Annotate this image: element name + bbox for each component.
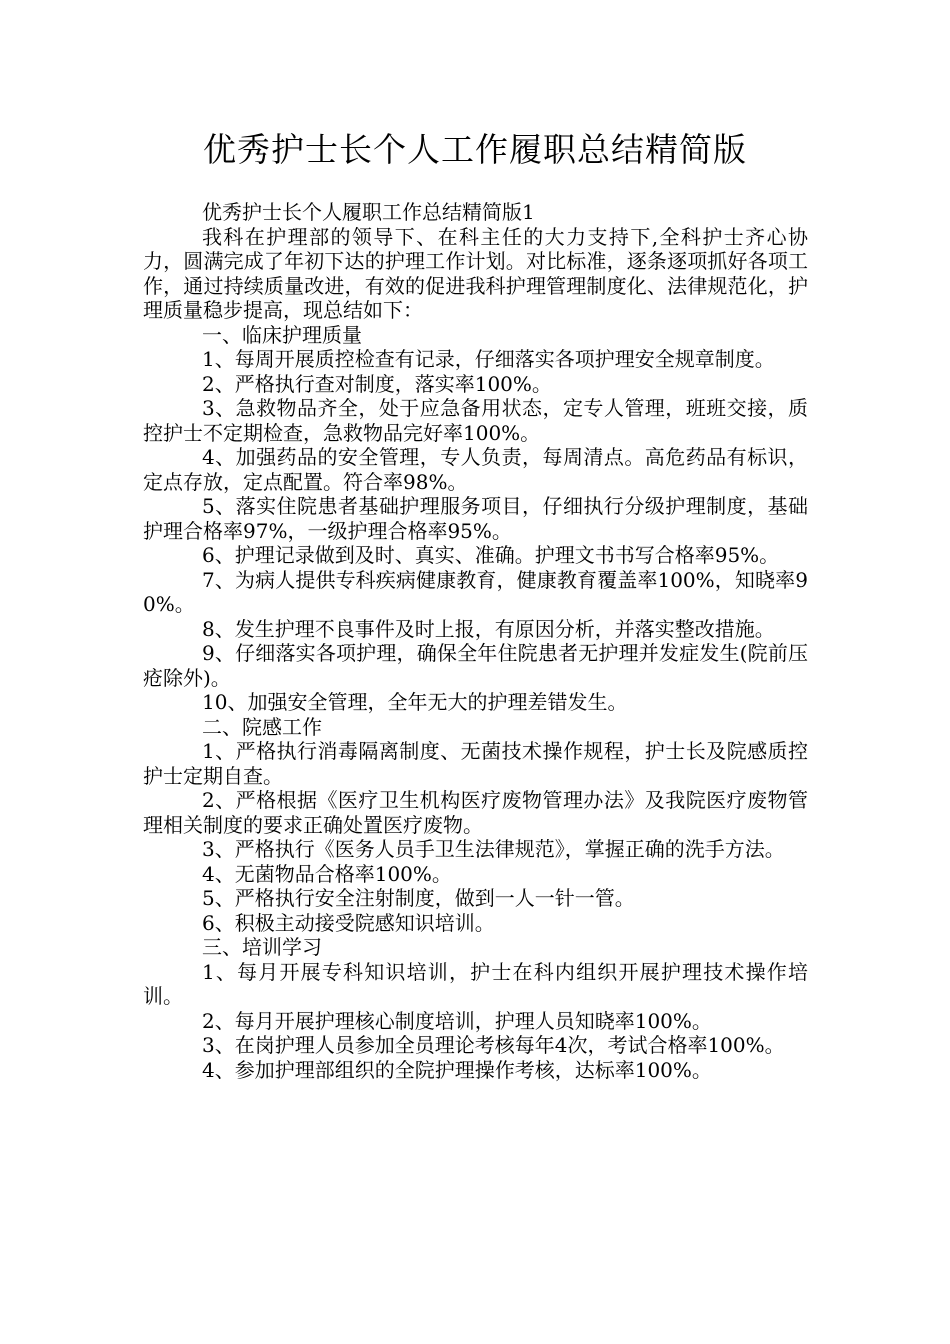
section-heading: 一、临床护理质量 xyxy=(202,322,362,347)
list-item: 6、护理记录做到及时、真实、准确。护理文书书写合格率95%。 xyxy=(202,543,780,567)
list-item: 8、发生护理不良事件及时上报，有原因分析，并落实整改措施。 xyxy=(202,616,775,641)
list-item: 3、急救物品齐全，处于应急备用状态，定专人管理，班班交接，质控护士不定期检查，急救物品完好率100%。 xyxy=(143,396,808,445)
list-item: 10、加强安全管理，全年无大的护理差错发生。 xyxy=(202,690,628,714)
list-item: 1、每月开展专科知识培训，护士在科内组织开展护理技术操作培训。 xyxy=(143,959,808,1008)
list-item: 5、落实住院患者基础护理服务项目，仔细执行分级护理制度，基础护理合格率97%，一级护理合格率95%。 xyxy=(143,494,808,543)
list-item: 1、严格执行消毒隔离制度、无菌技术操作规程，护士长及院感质控护士定期自查。 xyxy=(143,739,808,788)
list-item: 3、严格执行《医务人员手卫生法律规范》，掌握正确的洗手方法。 xyxy=(202,837,785,861)
list-item: 2、严格根据《医疗卫生机构医疗废物管理办法》及我院医疗废物管理相关制度的要求正确处置医疗废物。 xyxy=(143,788,808,837)
list-item: 6、积极主动接受院感知识培训。 xyxy=(202,910,495,935)
list-item: 1、每周开展质控检查有记录，仔细落实各项护理安全规章制度。 xyxy=(202,347,775,371)
list-item: 3、在岗护理人员参加全员理论考核每年4次，考试合格率100%。 xyxy=(202,1033,785,1057)
document-body xyxy=(143,200,808,1082)
subtitle-paragraph: 优秀护士长个人履职工作总结精简版1 xyxy=(202,200,535,224)
list-item: 5、严格执行安全注射制度，做到一人一针一管。 xyxy=(202,886,635,910)
section-heading: 二、院感工作 xyxy=(202,714,322,739)
document-title: 优秀护士长个人工作履职总结精简版 xyxy=(203,130,747,169)
list-item: 2、每月开展护理核心制度培训，护理人员知晓率100%。 xyxy=(202,1008,712,1033)
list-item: 4、加强药品的安全管理，专人负责，每周清点。高危药品有标识，定点存放，定点配置。符合率98%。 xyxy=(143,445,808,494)
list-item: 4、参加护理部组织的全院护理操作考核，达标率100%。 xyxy=(202,1057,712,1082)
intro-paragraph: 我科在护理部的领导下、在科主任的大力支持下,全科护士齐心协力，圆满完成了年初下达的护理工作计划。对比标准，逐条逐项抓好各项工作，通过持续质量改进，有效的促进我科护理管理制度化、法律规范化，护理质量稳步提高，现总结如下： xyxy=(143,224,808,322)
list-item: 4、无菌物品合格率100%。 xyxy=(202,861,452,886)
list-item: 7、为病人提供专科疾病健康教育，健康教育覆盖率100%，知晓率90%。 xyxy=(143,567,808,616)
list-item: 2、严格执行查对制度，落实率100%。 xyxy=(202,371,552,396)
list-item: 9、仔细落实各项护理，确保全年住院患者无护理并发症发生(院前压疮除外)。 xyxy=(143,641,808,690)
section-heading: 三、培训学习 xyxy=(202,935,322,959)
